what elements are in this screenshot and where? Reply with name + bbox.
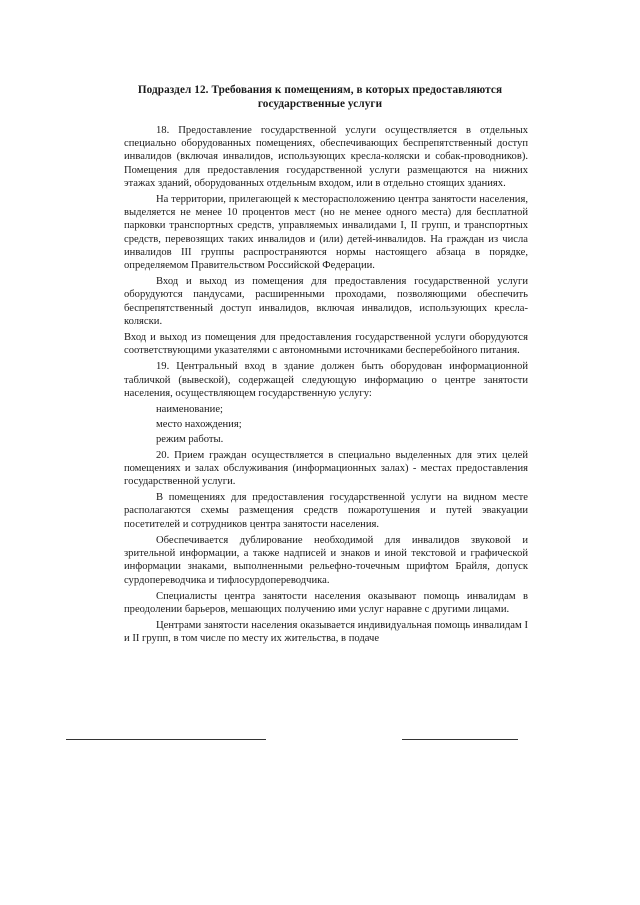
paragraph: 19. Центральный вход в здание должен быть оборудован информационной табличкой (вывеской), содержащей следующую информацию о центре занятости населения, осуществляющем государственную услугу: bbox=[124, 361, 528, 399]
body-text bbox=[124, 124, 528, 649]
paragraph: 20. Прием граждан осуществляется в специально выделенных для этих целей помещениях и залах обслуживания (информационных залах) - местах предоставления государственной услуги. bbox=[124, 449, 528, 488]
paragraph: 18. Предоставление государственной услуги осуществляется в отдельных специально оборудованных помещениях, обеспечивающих беспрепятственный доступ инвалидов (включая инвалидов, использующих кресла-коляски и собак-проводников). Помещения для предоставления государственной услуги размещаются на нижних этажах зданий, оборудованных отдельным входом, или в отдельно стоящих зданиях. bbox=[124, 125, 528, 189]
paragraph: Обеспечивается дублирование необходимой для инвалидов звуковой и зрительной информации, а также надписей и знаков и иной текстовой и графической информации знаками, выполненными рельефно-точечным шрифтом Брайля, допуск сурдопереводчика и тифлосурдопереводчика. bbox=[124, 534, 528, 586]
signature-line-left bbox=[66, 739, 266, 740]
paragraph: Вход и выход из помещения для предоставления государственной услуги оборудуются соответствующими указателями с автономными источниками бесперебойного питания. bbox=[124, 332, 528, 357]
paragraph: Центрами занятости населения оказывается индивидуальная помощь инвалидам I и II групп, в том числе по месту их жительства, в подаче bbox=[124, 620, 528, 645]
list-item: режим работы. bbox=[156, 434, 224, 446]
list-item: место нахождения; bbox=[156, 419, 242, 431]
list-item: наименование; bbox=[156, 404, 223, 416]
paragraph: Вход и выход из помещения для предоставления государственной услуги оборудуются пандусами, расширенными проходами, позволяющими обеспечить беспрепятственный доступ инвалидов, включая инвалидов, использующих кресла-коляски. bbox=[124, 276, 528, 327]
paragraph: Специалисты центра занятости населения оказывают помощь инвалидам в преодолении барьеров, мешающих получению ими услуг наравне с другими лицами. bbox=[124, 590, 528, 615]
signature-line-right bbox=[402, 739, 518, 740]
paragraph: В помещениях для предоставления государственной услуги на видном месте располагаются схемы размещения средств пожаротушения и путей эвакуации посетителей и сотрудников центра занятости населения. bbox=[124, 492, 528, 530]
paragraph: На территории, прилегающей к месторасположению центра занятости населения, выделяется не менее 10 процентов мест (но не менее одного места) для бесплатной парковки транспортных средств, управляемых инвалидами I, II групп, и транспортных средств, перевозящих таких инвалидов и (или) детей-инвалидов. На граждан из числа инвалидов III группы распространяются нормы настоящего абзаца в порядке, определяемом Правительством Российской Федерации. bbox=[124, 194, 528, 272]
section-heading: Подраздел 12. Требования к помещениям, в которых предоставляются государственные услуги bbox=[137, 84, 503, 110]
